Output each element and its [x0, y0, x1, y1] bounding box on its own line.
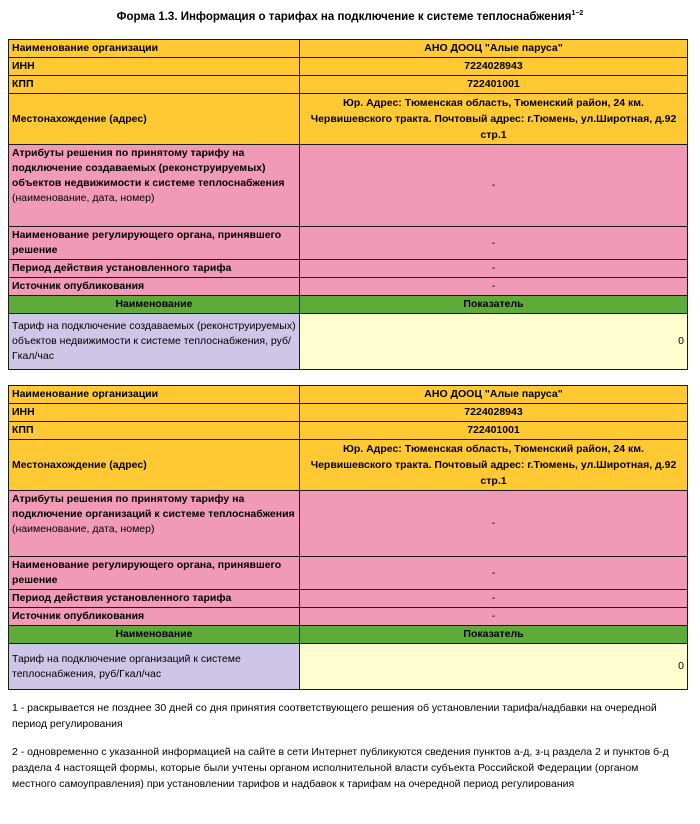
publication-source-label: Источник опубликования: [9, 278, 300, 296]
column-header-name: Наименование: [9, 626, 300, 644]
org-name-label: Наименование организации: [9, 386, 300, 404]
tariff-form-block-1: [8, 39, 688, 370]
title-text: Форма 1.3. Информация о тарифах на подключение к системе теплоснабжения: [116, 10, 572, 23]
address-value: Юр. Адрес: Тюменская область, Тюменский район, 24 км. Червишевского тракта. Почтовый адрес: г.Тюмень, ул.Широтная, д.92 стр.1: [300, 94, 688, 145]
regulator-value: -: [300, 227, 688, 260]
inn-label: ИНН: [9, 404, 300, 422]
org-name-label: Наименование организации: [9, 40, 300, 58]
kpp-label: КПП: [9, 422, 300, 440]
tariff-form-block-2: [8, 385, 688, 690]
page-title: [0, 10, 700, 23]
address-label: Местонахождение (адрес): [9, 94, 300, 145]
address-value: Юр. Адрес: Тюменская область, Тюменский район, 24 км. Червишевского тракта. Почтовый адрес: г.Тюмень, ул.Широтная, д.92 стр.1: [300, 440, 688, 491]
decision-attributes-label: [9, 145, 300, 227]
address-label: Местонахождение (адрес): [9, 440, 300, 491]
decision-attributes-label: [9, 491, 300, 557]
tariff-label: Тариф на подключение создаваемых (реконструируемых) объектов недвижимости к системе теплоснабжения, руб/Гкал/час: [9, 314, 300, 370]
regulator-value: -: [300, 557, 688, 590]
kpp-value: 722401001: [300, 422, 688, 440]
column-header-value: Показатель: [300, 626, 688, 644]
tariff-label: Тариф на подключение организаций к системе теплоснабжения, руб/Гкал/час: [9, 644, 300, 690]
tariff-period-value: -: [300, 260, 688, 278]
decision-attributes-title: Атрибуты решения по принятому тарифу на подключение создаваемых (реконструируемых) объектов недвижимости к системе теплоснабжения: [12, 147, 285, 189]
tariff-period-label: Период действия установленного тарифа: [9, 590, 300, 608]
kpp-label: КПП: [9, 76, 300, 94]
tariff-value: 0: [300, 644, 688, 690]
regulator-label: Наименование регулирующего органа, принявшего решение: [9, 227, 300, 260]
inn-value: 7224028943: [300, 404, 688, 422]
column-header-name: Наименование: [9, 296, 300, 314]
org-name-value: АНО ДООЦ "Алые паруса": [300, 386, 688, 404]
inn-value: 7224028943: [300, 58, 688, 76]
footnote-2: 2 - одновременно с указанной информацией на сайте в сети Интернет публикуются сведения пунктов а-д, з-ц раздела 2 и пунктов б-д раздела 4 настоящей формы, которые были учтены органом исполнительной власти субъекта Российской Федерации (органом местного самоуправления) при установлении тарифов и надбавок к тарифам на очередной период регулирования: [12, 746, 669, 790]
decision-attributes-hint: (наименование, дата, номер): [12, 523, 155, 535]
footnotes: [12, 700, 682, 792]
tariff-period-value: -: [300, 590, 688, 608]
decision-attributes-hint: (наименование, дата, номер): [12, 192, 155, 204]
kpp-value: 722401001: [300, 76, 688, 94]
footnote-1: 1 - раскрывается не позднее 30 дней со дня принятия соответствующего решения об установлении тарифа/надбавки на очередной период регулирования: [12, 702, 657, 730]
regulator-label: Наименование регулирующего органа, принявшего решение: [9, 557, 300, 590]
decision-attributes-value: -: [300, 491, 688, 557]
column-header-value: Показатель: [300, 296, 688, 314]
org-name-value: АНО ДООЦ "Алые паруса": [300, 40, 688, 58]
inn-label: ИНН: [9, 58, 300, 76]
decision-attributes-value: -: [300, 145, 688, 227]
title-superscript: 1−2: [571, 10, 584, 17]
publication-source-value: -: [300, 608, 688, 626]
tariff-value: 0: [300, 314, 688, 370]
publication-source-value: -: [300, 278, 688, 296]
decision-attributes-title: Атрибуты решения по принятому тарифу на подключение организаций к системе теплоснабжения: [12, 493, 295, 520]
tariff-period-label: Период действия установленного тарифа: [9, 260, 300, 278]
publication-source-label: Источник опубликования: [9, 608, 300, 626]
